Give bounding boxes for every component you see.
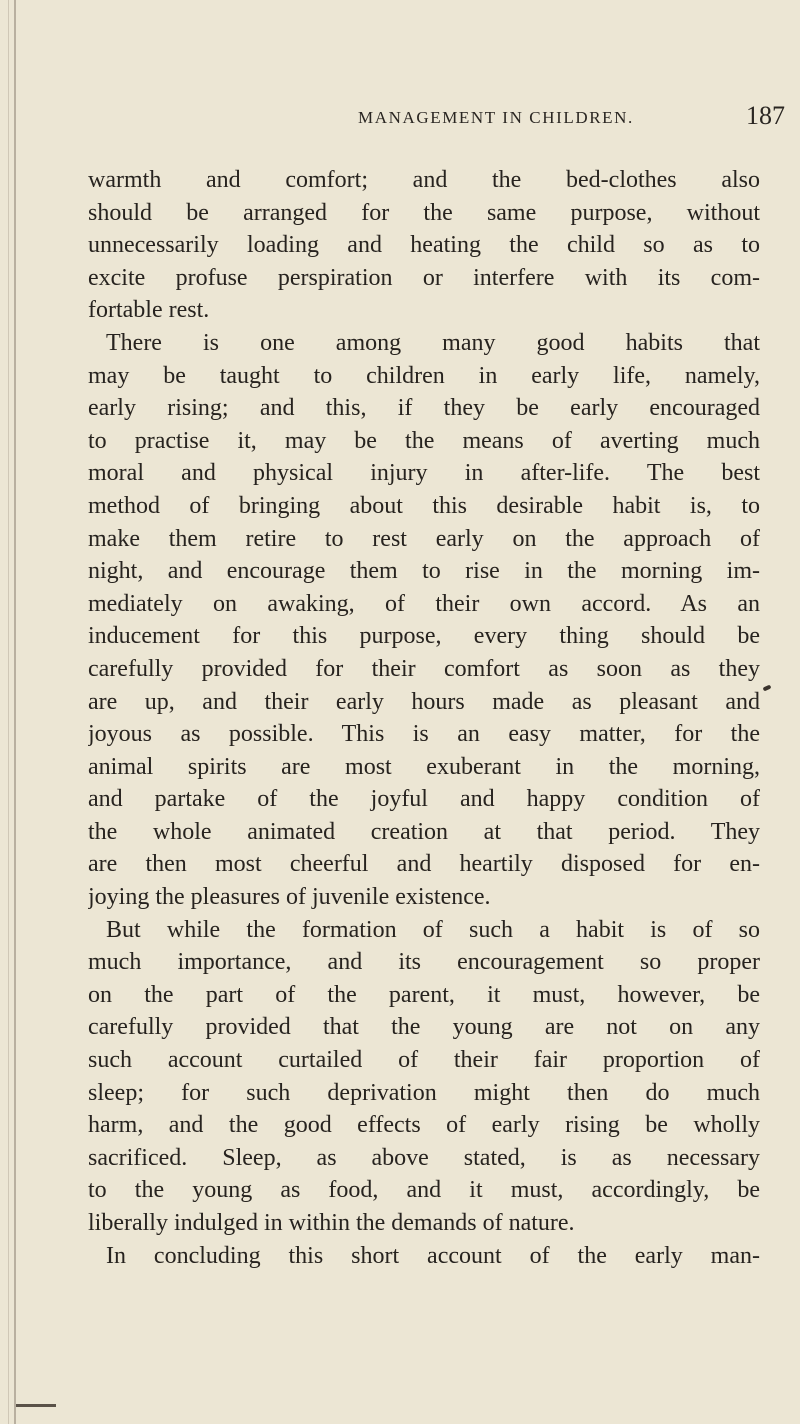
text-line: early rising; and this, if they be early encouraged (88, 395, 760, 422)
page-header (0, 101, 800, 142)
text-line: to the young as food, and it must, accordingly, be (88, 1177, 760, 1204)
text-line: carefully provided that the young are not on any (88, 1014, 760, 1041)
text-line: night, and encourage them to rise in the morning im- (88, 558, 760, 585)
text-line: much importance, and its encouragement so proper (88, 949, 760, 976)
page-edge-shadow (8, 0, 9, 1424)
body-text (88, 164, 760, 1272)
text-line: are then most cheerful and heartily disposed for en- (88, 851, 760, 878)
margin-ink-mark (763, 684, 772, 691)
text-line: should be arranged for the same purpose, without (88, 199, 760, 226)
text-line: method of bringing about this desirable habit is, to (88, 492, 760, 519)
page-number: 187 (746, 101, 785, 130)
text-line: the whole animated creation at that period. They (88, 818, 760, 845)
text-line: liberally indulged in within the demands of nature. (88, 1210, 575, 1236)
text-line: carefully provided for their comfort as soon as they (88, 655, 760, 682)
corner-ink-mark (16, 1404, 56, 1407)
paragraph-start-line: There is one among many good habits that (106, 329, 760, 356)
text-line: such account curtailed of their fair proportion of (88, 1047, 760, 1074)
text-line: sacrificed. Sleep, as above stated, is as necessary (88, 1144, 760, 1171)
page-binding-edge (14, 0, 16, 1424)
text-line: joying the pleasures of juvenile existence. (88, 884, 491, 911)
running-head: MANAGEMENT IN CHILDREN. (358, 108, 634, 127)
text-line: may be taught to children in early life, namely, (88, 362, 760, 389)
text-line: and partake of the joyful and happy condition of (88, 786, 760, 813)
text-line: mediately on awaking, of their own accord. As an (88, 590, 760, 617)
text-line: moral and physical injury in after-life. The best (88, 460, 760, 487)
text-line: are up, and their early hours made as pleasant and (88, 688, 760, 715)
paragraph-start-line: But while the formation of such a habit is of so (106, 916, 760, 943)
text-line: animal spirits are most exuberant in the morning, (88, 753, 760, 780)
text-line: harm, and the good effects of early rising be wholly (88, 1112, 760, 1139)
text-line: fortable rest. (88, 297, 210, 324)
text-line: joyous as possible. This is an easy matter, for the (88, 721, 760, 748)
text-line: make them retire to rest early on the approach of (88, 525, 760, 552)
paragraph-start-line: In concluding this short account of the early man- (106, 1242, 760, 1269)
text-line: sleep; for such deprivation might then do much (88, 1079, 760, 1106)
text-line: inducement for this purpose, every thing should be (88, 623, 760, 650)
text-line: to practise it, may be the means of averting much (88, 427, 760, 454)
text-line: warmth and comfort; and the bed-clothes also (88, 167, 760, 193)
text-line: unnecessarily loading and heating the child so as to (88, 232, 760, 259)
text-line: on the part of the parent, it must, however, be (88, 981, 760, 1008)
text-line: excite profuse perspiration or interfere with its com- (88, 264, 760, 291)
